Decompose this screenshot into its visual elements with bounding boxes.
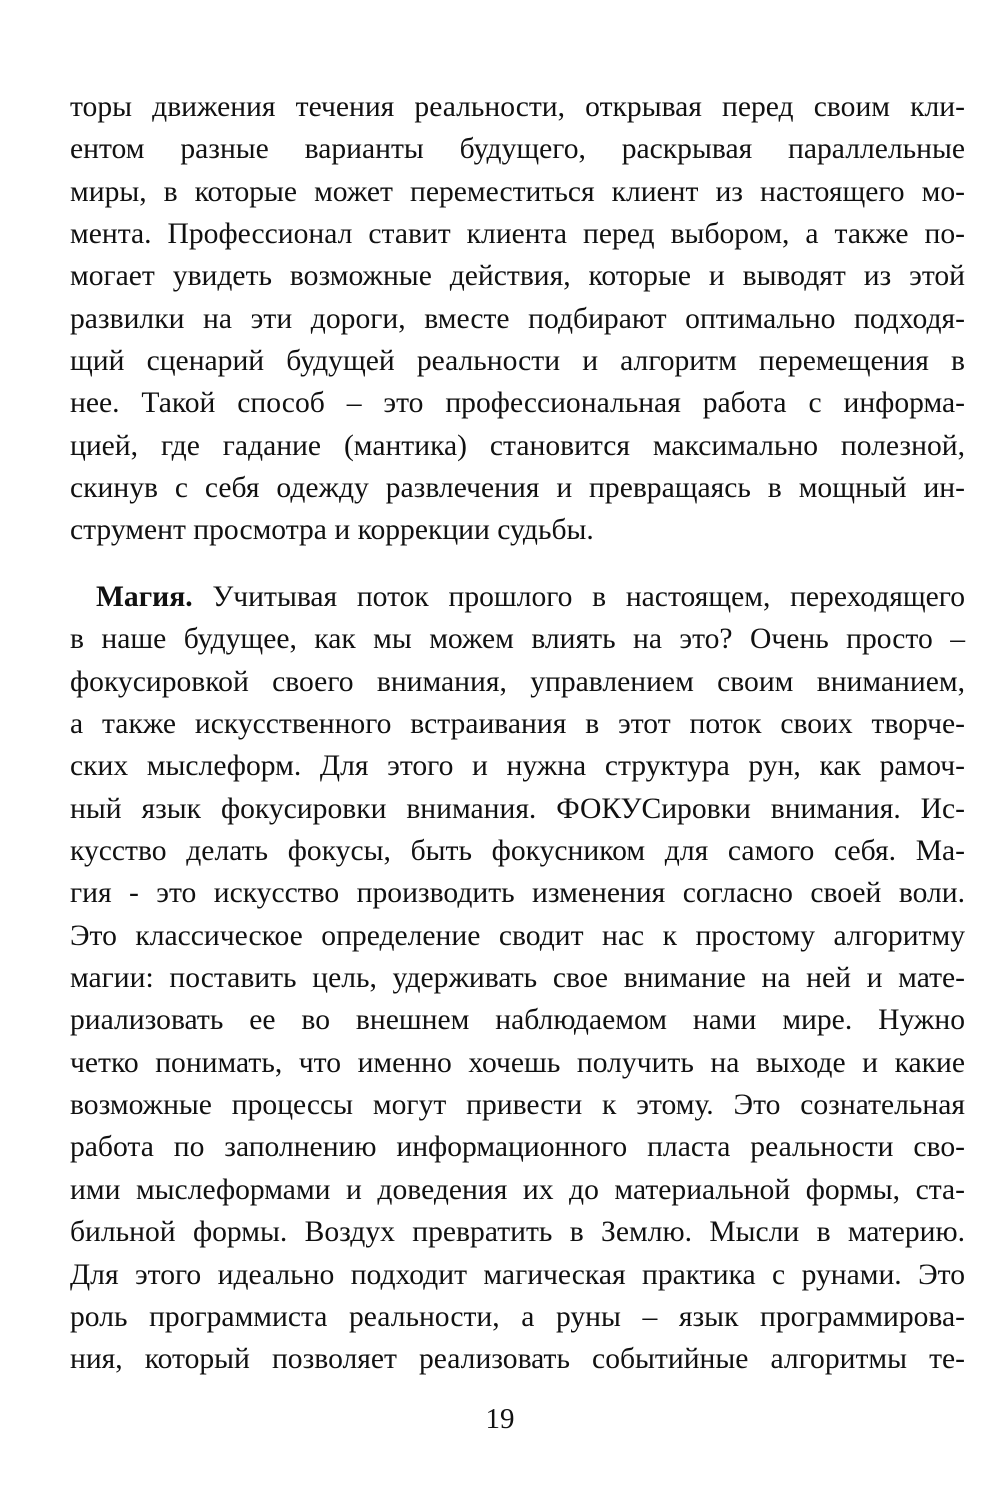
text-line: риализовать ее во внешнем наблюдаемом нами мире. Нужно [70,1004,965,1037]
text-line: ный язык фокусировки внимания. ФОКУСировки внимания. Ис- [70,792,965,825]
text-line: Это классическое определение сводит нас к простому алгоритму [70,919,965,952]
text-line: работа по заполнению информационного пласта реальности сво- [70,1131,965,1164]
text-line: ских мыслеформ. Для этого и нужна структура рун, как рамоч- [70,750,965,783]
text-line-first [70,576,965,618]
text-line: роль программиста реальности, а руны – язык программирова- [70,1300,965,1333]
text-line: миры, в которые может переместиться клиент из настоящего мо- [70,175,965,208]
text-line: кусство делать фокусы, быть фокусником для самого себя. Ма- [70,835,965,868]
text-line: могает увидеть возможные действия, которые и выводят из этой [70,260,965,293]
text-line: струмент просмотра и коррекции судьбы. [70,514,594,547]
text-line: ентом разные варианты будущего, раскрывая параллельные [70,133,965,166]
text-line: ими мыслеформами и доведения их до материальной формы, ста- [70,1173,965,1206]
text-line: скинув с себя одежду развлечения и превращаясь в мощный ин- [70,472,965,505]
text-line: развилки на эти дороги, вместе подбирают оптимально подходя- [70,302,965,335]
text-line: мента. Профессионал ставит клиента перед выбором, а также по- [70,218,965,251]
text-line: возможные процессы могут привести к этому. Это сознательная [70,1089,965,1122]
page-number: 19 [485,1403,515,1435]
text-line: а также искусственного встраивания в этот поток своих творче- [70,708,965,741]
text-line: торы движения течения реальности, открывая перед своим кли- [70,91,965,123]
paragraph-divination [70,86,965,552]
text-line: Для этого идеально подходит магическая практика с рунами. Это [70,1258,965,1291]
text-line: четко понимать, что именно хочешь получить на выходе и какие [70,1046,965,1079]
text-line: нее. Такой способ – это профессиональная работа с информа- [70,387,965,420]
paragraph-magic [70,576,965,1381]
text-line: цией, где гадание (мантика) становится максимально полезной, [70,429,965,462]
text-line: в наше будущее, как мы можем влиять на это? Очень просто – [70,623,965,656]
text-line: ния, который позволяет реализовать событийные алгоритмы те- [70,1343,965,1376]
text-line: гия - это искусство производить изменения согласно своей воли. [70,877,965,910]
text-line: бильной формы. Воздух превратить в Землю. Мысли в материю. [70,1216,965,1249]
text-line: щий сценарий будущей реальности и алгоритм перемещения в [70,345,965,378]
text-line: магии: поставить цель, удерживать свое внимание на ней и мате- [70,962,965,995]
text-line: фокусировкой своего внимания, управлением своим вниманием, [70,665,965,698]
section-heading-magic: Магия. [96,581,193,613]
text-line-rest: Учитывая поток прошлого в настоящем, переходящего [192,581,965,613]
